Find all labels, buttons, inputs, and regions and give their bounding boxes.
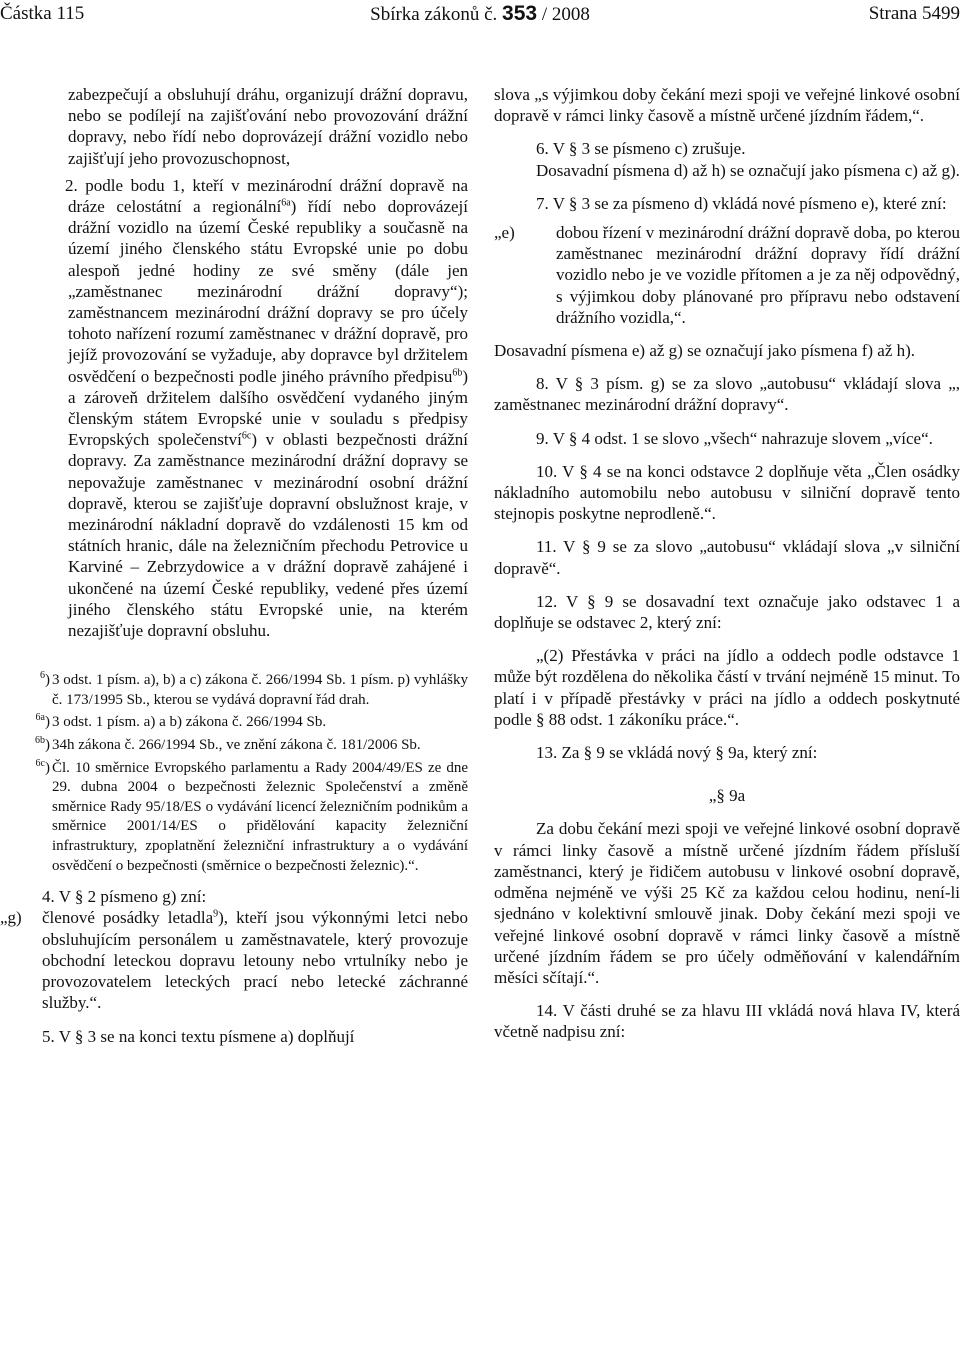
footnote-text: 34h zákona č. 266/1994 Sb., ve znění zákona č. 181/2006 Sb. (52, 737, 421, 754)
item-2-text-b: ) řídí nebo doprovázejí drážní vozidlo na území České republiky a současně na území jiného členského státu Evropské unie po dobu alespoň jedné hodiny ze své směny (dále jen „zaměstnanec mezinárodní drážní dopravy“); zaměstnancem mezinárodní drážní dopravy se pro účely tohoto nařízení rozumí zaměstnanec v drážní dopravě, pro jejíž provozování se vyžaduje, aby dopravce byl držitelem osvědčení o bezpečnosti podle jiného právního předpisu (68, 197, 468, 386)
header-page-number: Strana 5499 (868, 3, 960, 24)
header-issue: Částka 115 (0, 3, 85, 24)
point-14: 14. V části druhé se za hlavu III vkládá nová hlava IV, která včetně nadpisu zní: (494, 1001, 960, 1042)
point-12-quote: „(2) Přestávka v práci na jídlo a oddech podle odstavce 1 může být rozdělena do několika částí v trvání nejméně 15 minut. To platí i v případě přestávky v práci na jídlo a oddech poskytnuté podle § 88 odst. 1 zákoníku práce.“. (494, 646, 960, 729)
item-g (0, 907, 468, 1013)
footnote-mark-number: 6a (35, 712, 45, 724)
footnote-mark: $^6$) (40, 670, 50, 689)
point-5: 5. V § 3 se na konci textu písmene a) doplňují (42, 1027, 355, 1047)
section-9a-text: Za dobu čekání mezi spoji ve veřejné linkové osobní dopravě v rámci linky časově a místně určené jízdním řádem přísluší zaměstnanci, který je řidičem autobusu v linkové osobní dopravě, odměna nejméně ve výši 25 Kč za každou celou hodinu, není-li sjednáno v kolektivní smlouvě jinak. Doby čekání mezi spoji ve veřejné linkové osobní dopravě v rámci linky časově a místně určené jízdním řádem se pro účely odměňování v kalendářním měsíci sčítají.“. (494, 819, 960, 987)
left-column (0, 84, 468, 1048)
footnote-mark-number: 6b (35, 735, 45, 747)
item-g-text-a: členové posádky letadla (42, 908, 214, 928)
point-8: 8. V § 3 písm. g) se za slovo „autobusu“ vkládají slova „, zaměstnanec mezinárodní drážní dopravy“. (494, 374, 960, 415)
footnote-ref-6b: 6b (452, 366, 463, 378)
item-e-text: dobou řízení v mezinárodní drážní dopravě doba, po kterou zaměstnanec mezinárodní drážní dopravy řídí drážní vozidlo nebo je ve vozidle přítomen a je za něj odpovědný, s výjimkou doby plánované pro přípravu nebo odstavení drážního vozidla,“. (556, 223, 960, 327)
section-9a-heading: „§ 9a (708, 786, 746, 806)
point-13: 13. Za § 9 se vkládá nový § 9a, který zní: (536, 743, 818, 763)
item-e-mark: „e) (494, 223, 515, 243)
footnote (0, 736, 468, 756)
footnote (0, 671, 468, 710)
item-g-mark: „g) (0, 908, 22, 928)
item-2-text-c: ) a zároveň držitelem dalšího osvědčení vydaného jiným členským státem Evropské unie v souladu s předpisy Evropských společenství (68, 366, 468, 450)
footnote-text: 3 odst. 1 písm. a), b) a c) zákona č. 266/1994 Sb. 1 písm. p) vyhlášky č. 173/1995 Sb., kterou se vydává dopravní řád drah. (52, 672, 468, 708)
footnote-mark-number: 6 (40, 670, 45, 682)
point-6: 6. V § 3 se písmeno c) zrušuje. (536, 139, 746, 159)
page-header (0, 0, 960, 30)
right-column (494, 84, 960, 1043)
header-collection-suffix: / 2008 (537, 4, 590, 25)
footnote-ref-6c: 6c (241, 430, 252, 442)
footnote-mark: $^{6a}$) (35, 712, 50, 731)
item-2-paragraph (0, 175, 468, 641)
footnote-mark: $^{6c}$) (35, 757, 50, 776)
item-2-text-d: ) v oblasti bezpečnosti drážní dopravy. Za zaměstnance mezinárodní drážní dopravy se nepovažuje zaměstnanec v mezinárodní osobní drážní dopravě, kterou se zajišťuje dopravní obslužnost kraje, v mezinárodní nákladní dopravě do vzdálenosti 15 km od státních hranic, dále na železničním přechodu Petrovice u Karviné – Zebrzydowice a v drážní dopravě zahájené i ukončené na území České republiky, vedené přes území jiného členského státu Evropské unie, na kterém nezajišťuje dopravní obsluhu. (68, 430, 468, 641)
point-11: 11. V § 9 se za slovo „autobusu“ vkládají slova „v silniční dopravě“. (494, 537, 960, 578)
footnote-ref-6a: 6a (281, 197, 291, 209)
point-9: 9. V § 4 odst. 1 se slovo „všech“ nahrazuje slovem „více“. (536, 428, 933, 448)
point-7-note: Dosavadní písmena e) až g) se označují jako písmena f) až h). (494, 341, 916, 361)
header-law-number: 353 (502, 2, 538, 25)
header-collection-prefix: Sbírka zákonů č. (370, 4, 503, 25)
footnote-ref-9: 9 (213, 908, 219, 920)
footnote-text: Čl. 10 směrnice Evropského parlamentu a Rady 2004/49/ES ze dne 29. dubna 2004 o bezpečnosti železnic Společenství a změně směrnice Rady 95/18/ES o vydávání licencí železničním podnikům a směrnice 2001/14/ES o přidělování kapacity železniční infrastruktury, zpoplatnění železniční infrastruktury a o vydávání osvědčení o bezpečnosti (směrnice o bezpečnosti železnic).“. (52, 759, 468, 874)
footnote-text: 3 odst. 1 písm. a) a b) zákona č. 266/1994 Sb. (52, 714, 327, 731)
continuation-paragraph: zabezpečují a obsluhují dráhu, organizují drážní dopravu, nebo se podílejí na zajišťování nebo provozování drážní dopravy, nebo řídí nebo doprovázejí drážní vozidlo nebo zajišťují jeho provozuschopnost, (68, 85, 468, 168)
footnote-mark-number: 6c (35, 757, 45, 769)
footnote-mark: $^{6b}$) (35, 735, 50, 754)
footnote (0, 713, 468, 733)
item-g-text-b: ), kteří jsou výkonnými letci nebo obsluhujícím personálem u zaměstnavatele, který provozuje obchodní leteckou dopravu letouny nebo vrtulníky nebo je provozovatelem leteckých prací nebo letecké záchranné služby.“. (42, 908, 469, 1013)
point-12: 12. V § 9 se dosavadní text označuje jako odstavec 1 a doplňuje se odstavec 2, který zní: (494, 591, 960, 633)
continuation-words: slova „s výjimkou doby čekání mezi spoji ve veřejné linkové osobní dopravě v rámci linky časově a místně určené jízdním řádem,“. (494, 85, 960, 126)
footnote (0, 759, 468, 877)
point-7: 7. V § 3 se za písmeno d) vkládá nové písmeno e), které zní: (536, 193, 947, 213)
footnotes (0, 671, 468, 876)
point-4: 4. V § 2 písmeno g) zní: (42, 887, 207, 907)
item-e (494, 222, 960, 328)
item-2-text-a: 2. podle bodu 1, kteří v mezinárodní drážní dopravě na dráze celostátní a regionální (65, 175, 468, 217)
point-10: 10. V § 4 se na konci odstavce 2 doplňuje věta „Člen osádky nákladního automobilu nebo autobusu v silniční dopravě tento stejnopis poskytne neprodleně.“. (494, 461, 960, 524)
point-6-note: Dosavadní písmena d) až h) se označují jako písmena c) až g). (536, 160, 960, 180)
header-collection (0, 0, 960, 29)
